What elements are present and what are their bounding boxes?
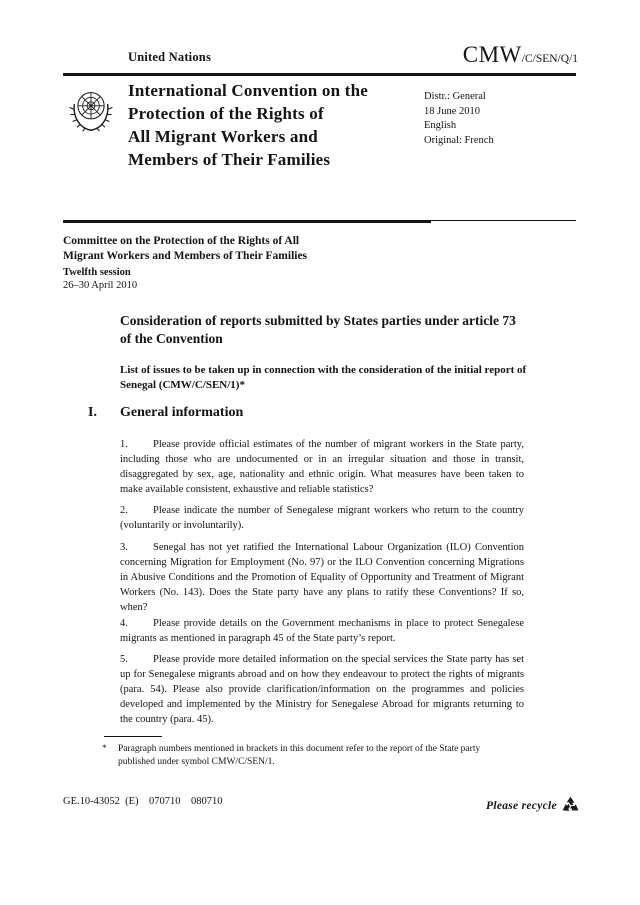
section-number: I. [88,405,97,420]
convention-title-line: All Migrant Workers and [128,127,318,146]
paragraph-1 [120,437,524,497]
footnote-block [102,736,526,768]
committee-name-line: Committee on the Protection of the Rights of All [63,235,300,247]
paragraph-4 [120,616,524,646]
paragraph-text: Please provide official estimates of the number of migrant workers in the State party, including those who are undocumented or in an irregular situation and those in transit, disaggregated by sex, age, nationality and ethnic origin. What measures have been taken to make available consistent, exhaustive and reliable statistics? [120,439,524,495]
please-recycle-mark [486,795,581,816]
masthead-divider-thick [63,220,431,223]
distribution-date: 18 June 2010 [424,105,480,117]
list-of-issues-subheading: List of issues to be taken up in connection with the consideration of the initial report of Senegal (CMW/C/SEN/1)* [120,364,527,391]
paragraph-text: Please provide details on the Government mechanisms in place to protect Senegalese migrants as mentioned in paragraph 45 of the State party’s report. [120,618,524,644]
masthead-divider-thin [431,220,576,221]
committee-block [63,234,307,292]
section-heading [88,405,243,421]
document-symbol [463,42,578,68]
convention-title [128,79,428,171]
committee-name-line: Migrant Workers and Members of Their Families [63,249,308,262]
un-emblem-icon [63,83,119,139]
footnote-divider [104,736,162,737]
report-heading: Consideration of reports submitted by States parties under article 73 of the Convention [120,313,516,346]
document-reference-number: GE.10-43052 (E) 070710 080710 [63,796,223,807]
paragraph-text: Please provide more detailed information on the special services the State party has set up for Senegalese migrants abroad and on how they endeavour to protect the rights of migrants (para. 54). Please also provide clarification/information on the programmes and policies developed and implemented by the Ministry for Senegalese Abroad for migrants returning to the country (para. 45). [120,654,524,725]
paragraph-text: Please indicate the number of Senegalese migrant workers who return to the country (voluntarily or involuntarily). [120,505,524,531]
document-symbol-main: CMW [462,42,522,67]
please-recycle-label: Please recycle [486,799,557,812]
recycle-icon [560,795,581,816]
session-label: Twelfth session [63,267,131,278]
paragraph-number: 3. [120,542,128,553]
header-divider [63,73,576,76]
paragraph-number: 2. [120,505,128,516]
convention-title-line: Protection of the Rights of [128,104,324,123]
paragraph-number: 5. [120,654,128,665]
paragraph-number: 1. [120,439,128,450]
paragraph-3 [120,540,524,615]
distribution-block [424,90,494,148]
section-title: General information [120,405,244,420]
distribution-original: Original: French [424,134,494,146]
paragraph-text: Senegal has not yet ratified the International Labour Organization (ILO) Convention concerning Migration for Employment (No. 97) or the ILO Convention concerning Migrations in Abusive Conditions and the Promotion of Equality of Opportunity and Treatment of Migrant Workers (No. 143). Does the State party have any plans to ratify these Conventions? If so, when? [120,542,524,613]
convention-title-line: Members of Their Families [128,150,331,169]
distribution-type: Distr.: General [424,91,486,102]
footnote-marker: * [102,744,107,754]
org-name: United Nations [128,50,212,64]
session-dates: 26–30 April 2010 [63,280,138,291]
paragraph-number: 4. [120,618,128,629]
footnote-text: Paragraph numbers mentioned in brackets in this document refer to the report of the State party published under symbol CMW/C/SEN/1. [118,744,481,767]
distribution-language: English [424,120,457,131]
document-symbol-suffix: /C/SEN/Q/1 [521,53,578,65]
paragraph-2 [120,503,524,533]
convention-title-line: International Convention on the [128,81,368,100]
paragraph-5 [120,652,524,727]
